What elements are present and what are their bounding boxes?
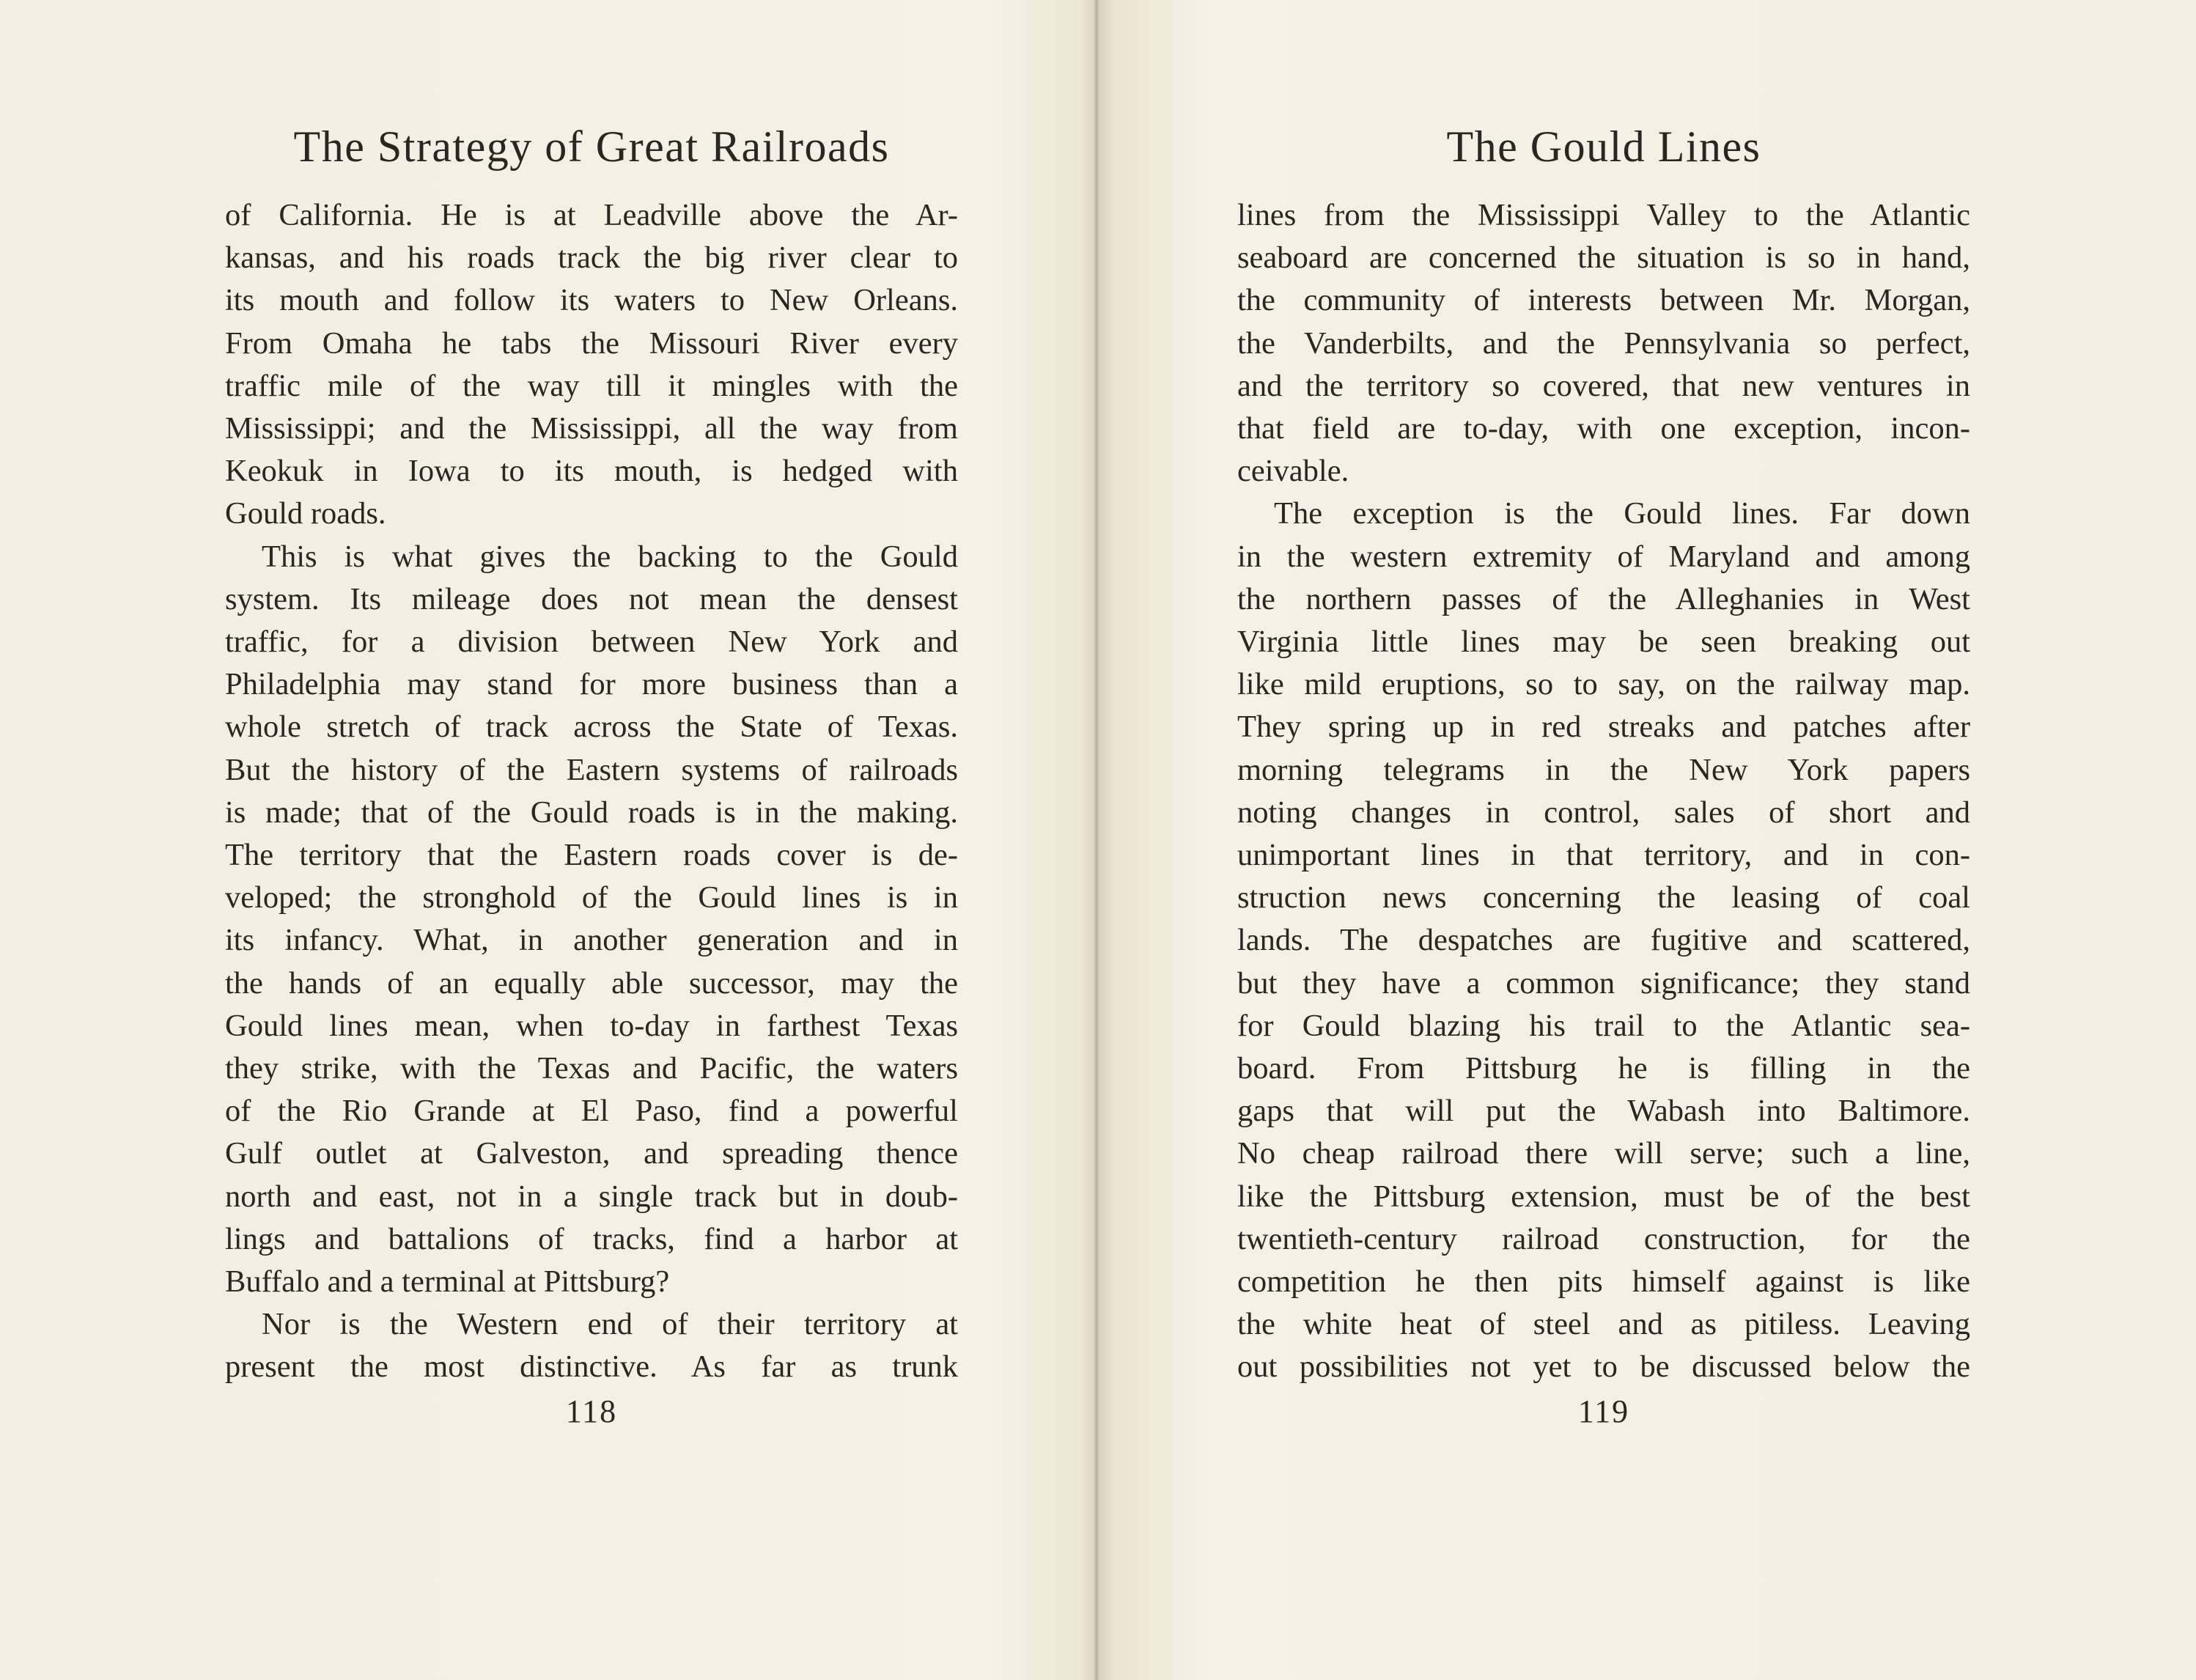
text-line: in the western extremity of Maryland and among	[1237, 539, 1970, 574]
text-line: and the territory so covered, that new ventures in	[1237, 368, 1970, 403]
text-line: The exception is the Gould lines. Far down	[1274, 496, 1970, 531]
text-line: They spring up in red streaks and patches after	[1237, 710, 1970, 745]
text-line: From Omaha he tabs the Missouri River every	[225, 325, 958, 361]
text-line: traffic, for a division between New York and	[225, 625, 958, 660]
text-line: But the history of the Eastern systems of railroads	[225, 752, 958, 787]
text-line: the community of interests between Mr. Morgan,	[1237, 283, 1970, 318]
text-line: the hands of an equally able successor, may the	[225, 965, 958, 1001]
text-line: lings and battalions of tracks, find a harbor at	[225, 1221, 958, 1256]
text-line: Buffalo and a terminal at Pittsburg?	[225, 1264, 670, 1300]
text-line: Gould lines mean, when to-day in farthest Texas	[225, 1008, 958, 1043]
text-line: out possibilities not yet to be discussed below the	[1237, 1349, 1970, 1385]
text-line: whole stretch of track across the State of Texas.	[225, 710, 958, 745]
right-page-number: 119	[1577, 1393, 1630, 1429]
text-line: struction news concerning the leasing of coal	[1237, 880, 1970, 915]
left-running-head: The Strategy of Great Railroads	[293, 122, 890, 171]
text-line: Keokuk in Iowa to its mouth, is hedged with	[225, 454, 958, 489]
text-line: No cheap railroad there will serve; such a line,	[1237, 1136, 1970, 1171]
text-line: like mild eruptions, so to say, on the railway map.	[1237, 667, 1970, 702]
text-line: Virginia little lines may be seen breaking out	[1237, 625, 1970, 660]
text-line: of the Rio Grande at El Paso, find a powerful	[225, 1094, 958, 1129]
text-line: gaps that will put the Wabash into Baltimore.	[1237, 1094, 1970, 1129]
text-line: the northern passes of the Alleghanies in West	[1237, 581, 1970, 616]
text-line: unimportant lines in that territory, and in con-	[1237, 838, 1970, 873]
text-line: the Vanderbilts, and the Pennsylvania so perfect,	[1237, 325, 1970, 361]
text-line: Nor is the Western end of their territory at	[262, 1307, 958, 1342]
text-line: present the most distinctive. As far as trunk	[225, 1349, 958, 1385]
text-line: Gulf outlet at Galveston, and spreading thence	[225, 1136, 958, 1171]
text-line: north and east, not in a single track but in doub-	[225, 1179, 958, 1214]
text-line: The territory that the Eastern roads cover is de-	[225, 838, 958, 873]
text-line: noting changes in control, sales of short and	[1237, 795, 1970, 830]
text-line: seaboard are concerned the situation is so in hand,	[1237, 240, 1970, 276]
left-page-number: 118	[565, 1393, 618, 1429]
text-line: Mississippi; and the Mississippi, all the way from	[225, 411, 958, 446]
text-line: is made; that of the Gould roads is in the making.	[225, 795, 958, 830]
text-line: its infancy. What, in another generation and in	[225, 923, 958, 958]
text-line: lines from the Mississippi Valley to the Atlantic	[1237, 198, 1970, 232]
text-line: traffic mile of the way till it mingles with the	[225, 368, 958, 403]
text-line: of California. He is at Leadville above the Ar-	[225, 198, 958, 232]
left-body-text	[225, 194, 958, 1389]
book-gutter	[1094, 0, 1099, 1680]
text-line: Gould roads.	[225, 496, 386, 531]
text-line: system. Its mileage does not mean the densest	[225, 581, 958, 616]
text-line: Philadelphia may stand for more business than a	[225, 667, 958, 702]
text-line: they strike, with the Texas and Pacific, the waters	[225, 1051, 958, 1086]
text-line: board. From Pittsburg he is filling in the	[1237, 1051, 1970, 1086]
text-line: but they have a common significance; they stand	[1237, 965, 1970, 1001]
text-line: for Gould blazing his trail to the Atlantic sea-	[1237, 1008, 1970, 1043]
text-line: like the Pittsburg extension, must be of the best	[1237, 1179, 1970, 1214]
text-line: that field are to-day, with one exception, incon-	[1237, 411, 1970, 446]
text-line: veloped; the stronghold of the Gould lines is in	[225, 880, 958, 915]
text-line: the white heat of steel and as pitiless. Leaving	[1237, 1307, 1970, 1342]
text-line: kansas, and his roads track the big river clear to	[225, 240, 958, 276]
text-line: This is what gives the backing to the Gould	[262, 539, 958, 574]
text-line: lands. The despatches are fugitive and scattered,	[1237, 923, 1970, 958]
text-line: ceivable.	[1237, 454, 1349, 489]
right-running-head: The Gould Lines	[1446, 122, 1761, 171]
text-line: twentieth-century railroad construction, for the	[1237, 1221, 1970, 1256]
text-line: its mouth and follow its waters to New Orleans.	[225, 283, 958, 318]
right-body-text	[1237, 194, 1970, 1389]
text-line: morning telegrams in the New York papers	[1237, 752, 1970, 787]
text-line: competition he then pits himself against is like	[1237, 1264, 1970, 1300]
